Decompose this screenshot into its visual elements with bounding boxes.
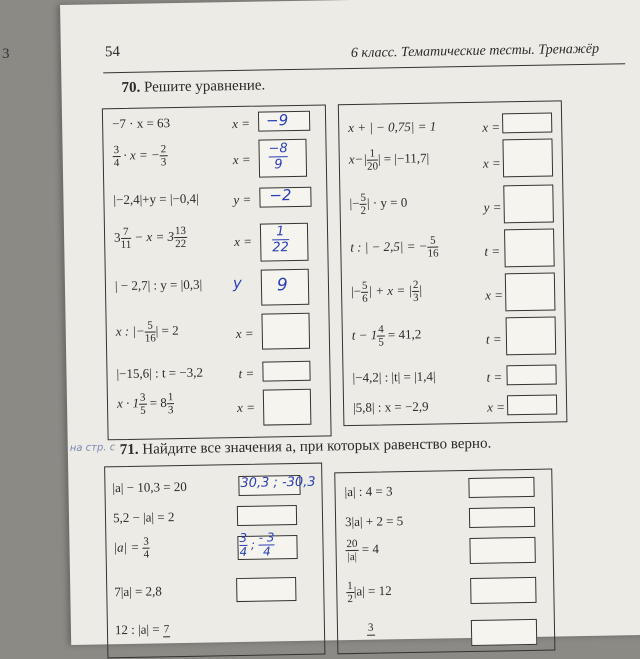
var-label: x = <box>482 119 501 135</box>
equation-70-16: |5,8| : x = −2,9 <box>352 398 429 416</box>
var-label: x = <box>486 399 506 415</box>
var-label: x = <box>235 325 254 342</box>
equation-71-3: |a| = $\frac{3}{4}$ <box>113 535 150 561</box>
workbook-page <box>60 0 640 645</box>
answer-box-71-9[interactable] <box>470 577 536 604</box>
answer-box-70-7[interactable] <box>262 361 310 382</box>
equation-70-4: 3 $\frac{7}{11}$ − x = 3 $\frac{13}{22}$ <box>113 224 187 252</box>
var-label: t = <box>485 331 502 347</box>
pencil-note: на стр. с <box>69 442 116 454</box>
equation-70-2: $\frac{3}{4}$ · x = − $\frac{2}{3}$ <box>113 143 167 170</box>
task-70-title: Решите уравнение. <box>143 77 266 96</box>
answer-box-70-8[interactable] <box>263 389 312 426</box>
var-label: t = <box>238 365 255 382</box>
var-label: x = <box>485 287 504 303</box>
task-71-title: Найдите все значения a, при которых равенство верно. <box>142 435 492 458</box>
var-label: x = <box>482 155 501 171</box>
handwritten-answer: −2 <box>269 186 292 205</box>
equation-71-2: 5,2 − |a| = 2 <box>112 509 175 526</box>
answer-box-71-4[interactable] <box>236 577 296 602</box>
answer-box-70-9[interactable] <box>502 112 552 133</box>
handwritten-answer: $\frac{3}{4}$ ; $\frac{- 3}{4}$ <box>239 530 275 560</box>
handwritten-answer: −8 9 <box>268 141 288 173</box>
handwritten-answer: 9 <box>276 275 288 296</box>
equation-71-1: |a| − 10,3 = 20 <box>112 478 187 496</box>
answer-box-70-13[interactable] <box>505 272 556 311</box>
answer-box-70-12[interactable] <box>504 228 555 267</box>
equation-70-15: |−4,2| : |t| = |1,4| <box>352 368 436 386</box>
var-label: t = <box>486 369 503 385</box>
var-label: t = <box>484 243 501 259</box>
var-label: y = <box>483 199 502 215</box>
equation-70-6: x : |− $\frac{5}{16}$ | = 2 <box>115 319 179 345</box>
facing-page-edge-text: 3 <box>2 46 10 62</box>
task-71-number: 71. <box>119 441 139 459</box>
handwritten-answer: 1 22 <box>272 224 289 256</box>
equation-70-14: t − 1 $\frac{4}{5}$ = 41,2 <box>351 323 422 349</box>
equation-71-8: $\frac{20}{|a|}$ = 4 <box>346 537 380 564</box>
equation-70-13: |− $\frac{5}{6}$ | + x = | $\frac{2}{3}$ | <box>350 278 423 305</box>
answer-box-70-11[interactable] <box>503 184 554 223</box>
answer-box-70-6[interactable] <box>261 313 310 350</box>
equation-71-6: |a| : 4 = 3 <box>344 483 393 500</box>
var-label: y = <box>233 191 252 208</box>
equation-70-8: x · 1 $\frac{3}{5}$ = 8 $\frac{1}{3}$ <box>116 391 174 417</box>
answer-box-70-16[interactable] <box>507 394 557 415</box>
header-rule <box>103 63 625 73</box>
equation-71-5: 12 : |a| = 7 <box>114 621 170 638</box>
task-71-heading <box>120 436 492 459</box>
equation-71-7: 3|a| + 2 = 5 <box>344 513 404 530</box>
equation-70-11: |− $\frac{5}{2}$ | · y = 0 <box>349 191 408 217</box>
answer-box-70-15[interactable] <box>506 364 556 385</box>
answer-box-70-10[interactable] <box>502 138 553 177</box>
page-number: 54 <box>104 44 121 61</box>
answer-box-71-6[interactable] <box>468 477 534 498</box>
equation-70-9: x + | − 0,75| = 1 <box>348 118 437 136</box>
equation-70-7: |−15,6| : t = −3,2 <box>116 364 204 382</box>
handwritten-var: y <box>232 273 242 293</box>
equation-70-1: −7 · x = 63 <box>111 115 171 132</box>
answer-box-71-2[interactable] <box>237 505 297 526</box>
equation-70-5: | − 2,7| : y = |0,3| <box>114 276 203 294</box>
equation-70-3: |−2,4|+y = |−0,4| <box>113 190 199 208</box>
answer-box-71-10[interactable] <box>471 619 537 646</box>
equation-70-12: t : | − 2,5| = − $\frac{5}{16}$ <box>350 234 439 260</box>
equation-70-10: x−| $\frac{1}{20}$ | = |−11,7| <box>348 147 430 173</box>
task-70-number: 70. <box>121 79 141 97</box>
handwritten-answer: 30,3 ; -30,3 <box>240 474 316 491</box>
answer-box-71-8[interactable] <box>469 537 535 564</box>
task-70-heading <box>121 77 265 97</box>
handwritten-answer: −9 <box>265 111 289 130</box>
var-label: x = <box>234 233 253 250</box>
var-label: x = <box>236 399 256 416</box>
var-label: x = <box>232 151 251 168</box>
equation-71-10: 3 <box>367 622 374 635</box>
running-header: 6 класс. Тематические тесты. Тренажёр <box>350 41 600 61</box>
equation-71-4: 7|a| = 2,8 <box>114 583 162 600</box>
equation-71-9: $\frac{1}{2}$ |a| = 12 <box>347 580 392 606</box>
answer-box-71-7[interactable] <box>469 507 535 528</box>
var-label: x = <box>232 115 251 132</box>
answer-box-70-14[interactable] <box>506 316 557 355</box>
